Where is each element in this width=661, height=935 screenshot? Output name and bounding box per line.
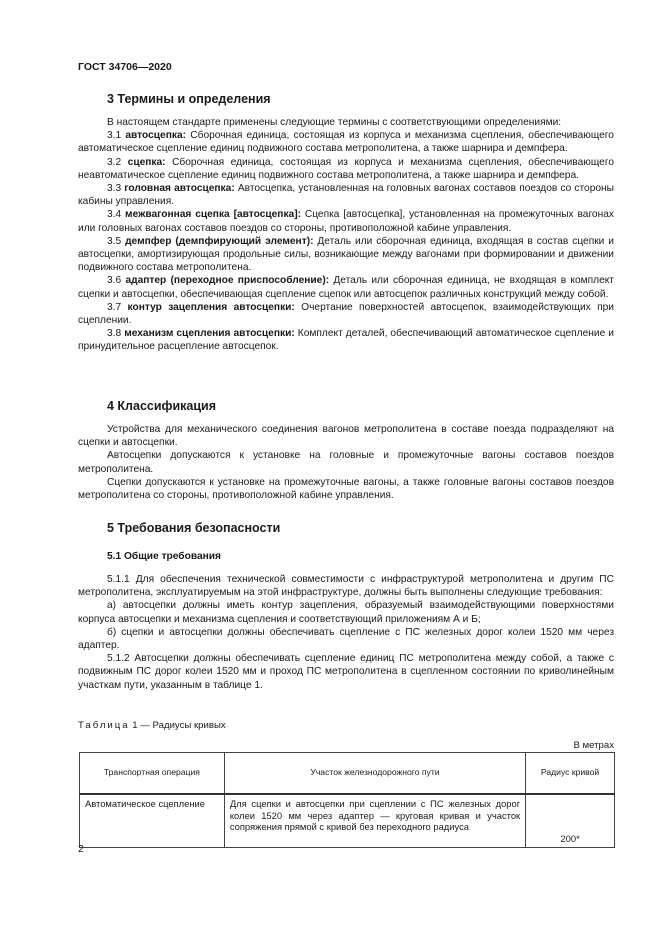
term-number: 3.1 [107, 130, 122, 142]
term-name: механизм сцепления автосцепки: [124, 328, 295, 340]
table-row [80, 794, 615, 848]
table-cell-operation: Автоматическое сцепление [80, 794, 225, 848]
section-3-intro: В настоящем стандарте применены следующие термины с соответствующими определениями: [107, 117, 562, 128]
table-units-note: В метрах [573, 740, 614, 751]
section-5-paragraph: б) сцепки и автосцепки должны обеспечивать сцепление с ПС железных дорог колеи 1520 мм через адаптер. [78, 626, 614, 652]
term-definition [78, 129, 614, 155]
term-name: адаптер (переходное приспособление): [125, 275, 330, 287]
term-definition [78, 235, 614, 275]
term-number: 3.7 [107, 301, 122, 313]
term-text: Деталь или сборочная единица, входящая в состав сцепки и автосцепки, амортизирующая продольные силы, возникающие между вагонами при формировании и движении подвижного состава метрополитена. [78, 235, 614, 274]
table-cell-section: Для сцепки и автосцепки при сцеплении с ПС железных дорог колеи 1520 мм через адаптер — круговая кривая и участок сопряжения прямой с кривой без переходного радиуса [224, 794, 525, 848]
term-definition [78, 208, 614, 234]
term-definition [78, 327, 614, 353]
term-definition [78, 274, 614, 300]
curve-radius-table [79, 752, 615, 848]
terms-list [78, 129, 614, 353]
section-5-heading: 5 Требования безопасности [107, 521, 281, 535]
section-4-paragraph: Автосцепки допускаются к установке на головные и промежуточные вагоны составов поездов метрополитена. [78, 450, 614, 475]
term-number: 3.5 [107, 235, 122, 247]
term-name: сцепка: [127, 156, 166, 168]
term-text: Комплект деталей, обеспечивающий автоматическое сцепление и принудительное расцепление автосцепок. [78, 328, 614, 353]
table-caption-text: 1 — Радиусы кривых [132, 720, 226, 731]
table-header-row [80, 753, 615, 795]
table-cell-radius: 200* [526, 794, 615, 848]
section-5-paragraph: 5.1.2 Автосцепки должны обеспечивать сцепление единиц ПС метрополитена между собой, а также с подвижным ПС дорог колеи 1520 мм и проход ПС метрополитена в сцепленном состоянии по криволинейным участкам пути, указанным в таблице 1. [78, 653, 614, 691]
term-name: автосцепка: [125, 130, 187, 142]
term-number: 3.8 [107, 328, 122, 340]
term-number: 3.6 [107, 275, 122, 287]
table-header-cell: Участок железнодорожного пути [224, 753, 525, 795]
section-4-paragraph: Сцепки допускаются к установке на промежуточные вагоны, а также головные вагоны составов поездов метрополитена со стороны, противоположной кабине управления. [78, 476, 614, 502]
document-id: ГОСТ 34706—2020 [78, 61, 172, 73]
term-text: Сборочная единица, состоящая из корпуса и механизма сцепления, обеспечивающего автоматическое сцепление единиц подвижного состава метрополитена, а также шарнира и демпфера. [78, 130, 614, 155]
term-text: Сборочная единица, состоящая из корпуса и механизма сцепления, обеспечивающего неавтоматическое сцепление единиц подвижного состава метрополитена, а также шарнира и демпфера. [78, 156, 614, 181]
term-number: 3.2 [107, 156, 122, 168]
term-definition [78, 156, 614, 182]
page-number: 2 [78, 843, 84, 855]
term-number: 3.4 [107, 209, 122, 221]
term-definition [78, 301, 614, 327]
section-3-body [78, 116, 614, 354]
term-number: 3.3 [107, 183, 122, 195]
section-4-body [78, 423, 614, 502]
section-5-paragraph: а) автосцепки должны иметь контур зацепления, образуемый взаимодействующими поверхностями корпуса автосцепки и механизма сцепления и соответствующий приложениям А и Б; [78, 600, 614, 625]
term-text: Деталь или сборочная единица, не входящая в комплект сцепки и автосцепки, обеспечивающая сцепление сцепок или автосцепок различных конструкций между собой. [78, 275, 614, 300]
term-text: Очертание поверхностей автосцепок, взаимодействующих при сцеплении. [78, 301, 614, 327]
term-text: Сцепка [автосцепка], установленная на промежуточных вагонах или головных вагонах составов поездов со стороны, противоположной кабине управления. [78, 209, 614, 234]
term-definition [78, 182, 614, 208]
section-5-paragraph: 5.1.1 Для обеспечения технической совместимости с инфраструктурой метрополитена и другим ПС метрополитена, эксплуатируемым на этой инфраструктуре, должны быть выполнены следующие требования: [78, 574, 614, 599]
term-name: головная автосцепка: [124, 183, 235, 195]
table-header-cell: Радиус кривой [526, 753, 615, 795]
section-5-1-heading: 5.1 Общие требования [107, 551, 221, 562]
section-3-heading: 3 Термины и определения [107, 92, 271, 106]
table-caption-word: Таблица [78, 720, 130, 731]
term-text: Автосцепка, установленная на головных вагонах составов поездов со стороны кабины управления. [78, 183, 614, 208]
term-name: демпфер (демпфирующий элемент): [125, 235, 314, 247]
term-name: контур зацепления автосцепки: [127, 301, 295, 313]
section-4-heading: 4 Классификация [107, 399, 217, 413]
table-caption [78, 720, 226, 731]
section-4-paragraph: Устройства для механического соединения вагонов метрополитена в составе поезда подразделяют на сцепки и автосцепки. [78, 424, 614, 449]
section-5-body [78, 573, 614, 692]
term-name: межвагонная сцепка [автосцепка]: [125, 209, 301, 221]
table-header-cell: Транспортная операция [80, 753, 225, 795]
